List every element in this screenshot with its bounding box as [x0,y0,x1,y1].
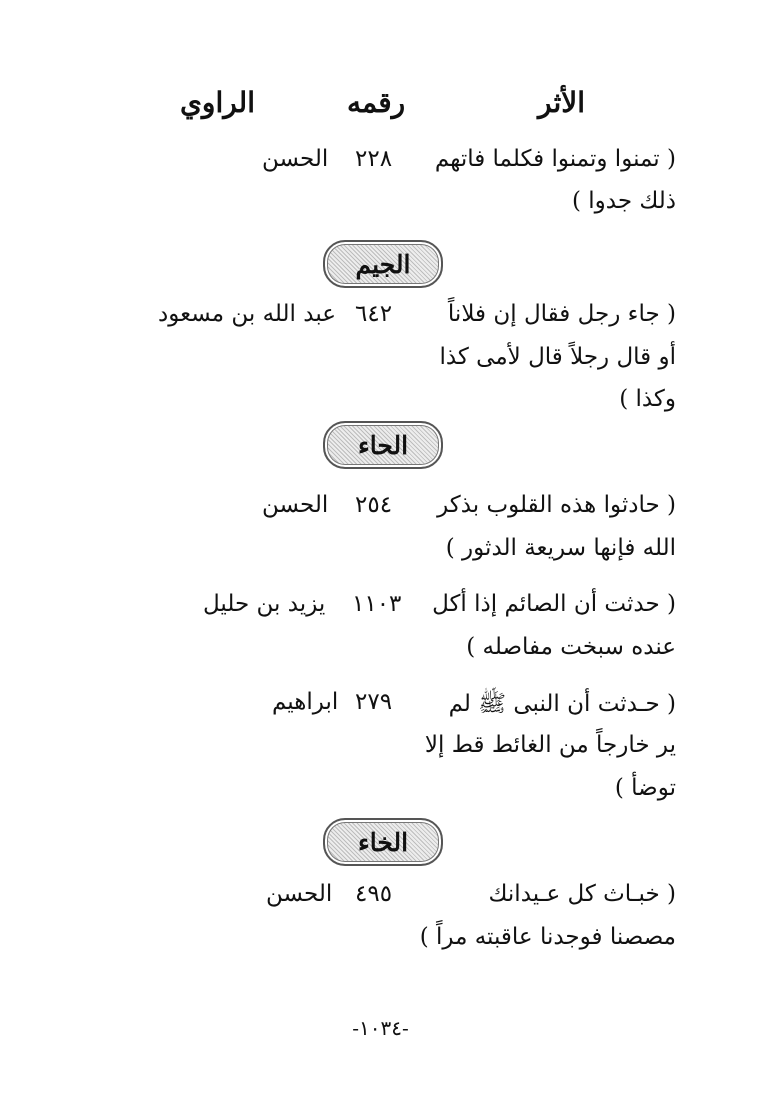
narrator-name: عبد الله بن مسعود [158,301,336,327]
athar-text-line: ذلك جدوا ) [571,188,676,214]
section-heading-label: الجيم [355,249,411,279]
section-heading-jim [323,240,443,288]
narrator-name: الحسن [262,146,329,172]
athar-text-line: وكذا ) [619,386,676,412]
section-heading-ha [323,421,443,469]
section-heading-label: الخاء [357,827,409,857]
athar-text-line: ( حدثت أن الصائم إذا أكل [432,591,676,617]
athar-text-line: ( جاء رجل فقال إن فلاناً [447,301,676,327]
header-number: رقمه [347,86,406,119]
narrator-name: الحسن [266,881,333,907]
athar-text-line: ( حادثوا هذه القلوب بذكر [437,492,676,518]
athar-text-line: عنده سبخت مفاصله ) [466,634,676,660]
athar-text-line: ( تمنوا وتمنوا فكلما فاتهم [434,146,676,172]
header-athar: الأثر [538,86,585,119]
athar-number: ٦٤٢ [355,301,393,327]
athar-text-line: ( خبـاث كل عـيدانك [488,881,676,907]
athar-number: ٢٧٩ [355,689,393,715]
section-heading-kha [323,818,443,866]
header-narrator: الراوي [180,86,255,119]
page-number: -١٠٣٤- [352,1016,409,1040]
section-heading-label: الحاء [357,430,409,460]
athar-text-line: ( حـدثت أن النبى ﷺ لم [448,691,676,717]
athar-number: ٤٩٥ [355,881,393,907]
narrator-name: الحسن [262,492,329,518]
athar-number: ١١٠٣ [352,591,402,617]
athar-text-line: الله فإنها سريعة الدثور ) [445,535,676,561]
narrator-name: ابراهيم [272,689,339,715]
athar-text-line: مصصنا فوجدنا عاقبته مراً ) [419,924,676,950]
athar-text-line: توضأ ) [614,775,676,801]
athar-text-line: ير خارجاً من الغائط قط إلا [424,732,676,758]
narrator-name: يزيد بن حليل [203,591,326,617]
athar-number: ٢٢٨ [355,146,393,172]
athar-number: ٢٥٤ [355,492,393,518]
athar-text-line: أو قال رجلاً قال لأمى كذا [439,344,676,370]
